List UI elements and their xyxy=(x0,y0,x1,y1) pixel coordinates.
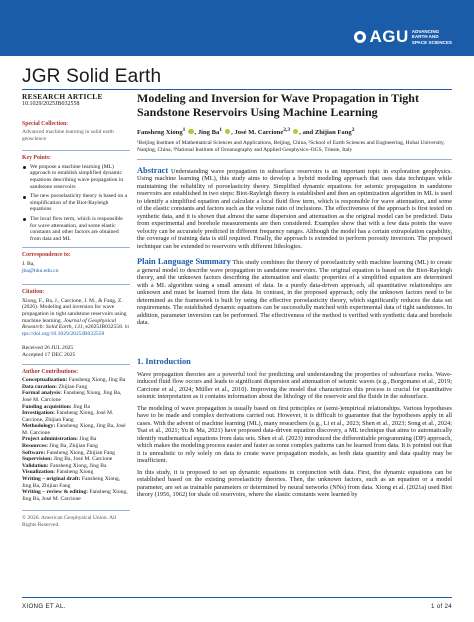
article-type: RESEARCH ARTICLE xyxy=(22,92,103,101)
contribution-item: Conceptualization: Fansheng Xiong, Jing Ba xyxy=(22,377,126,384)
footer-divider xyxy=(22,597,452,598)
citation-block xyxy=(22,298,130,338)
author-contributions-heading: Author Contributions: xyxy=(22,368,79,375)
special-collection-name[interactable]: Advanced machine learning in solid earth geoscience xyxy=(22,129,114,142)
citation-text: Xiong, F., Ba, J., Carcione, J. M., & Fang, Z. (2026). Modeling and inversion for wave propagation in tight sandstone reservoirs using machine learning. xyxy=(22,297,127,324)
citation-heading: Citation: xyxy=(22,289,45,296)
citation-journal: Journal of Geophysical Research: Solid Earth, 131, xyxy=(22,317,116,331)
contribution-item: Validation: Fansheng Xiong, Jing Ba xyxy=(22,462,107,469)
author-contributions-list xyxy=(22,377,130,502)
abstract-divider xyxy=(137,159,452,160)
key-points-heading: Key Points: xyxy=(22,155,51,162)
contribution-item: Visualization: Fansheng Xiong xyxy=(22,469,94,476)
introduction-paragraph: In this study, it is proposed to set up dynamic equations in conjunction with data. First, the dynamic equations can be established based on the existing poroelasticity theories. Then, the unknown factors, such as an equation or a model parameter, are set as trainable parameters or determined by neural networks (NNs) from data. Xiong et al. (2021a) used Biot theory (1956, 1962) for shale oil reservoirs, where the elastic constants were learned by xyxy=(137,468,452,499)
sidebar-divider xyxy=(22,247,130,248)
special-collection-heading: Special Collection: xyxy=(22,120,69,127)
contribution-item: Project administration: Jing Ba xyxy=(22,436,97,443)
contribution-item: Supervision: Jing Ba, José M. Carcione xyxy=(22,456,113,463)
journal-header-band xyxy=(0,0,474,56)
abstract-paragraph xyxy=(137,167,452,251)
article-main xyxy=(137,92,452,499)
copyright-notice: © 2026. American Geophysical Union. All Rights Reserved. xyxy=(22,515,117,528)
key-point: The new poroelasticity theory is based on a simplification of the Biot-Rayleigh equations xyxy=(22,193,130,213)
author-name[interactable]: Jing Ba xyxy=(197,128,220,136)
correspondence-name: J. Ba, xyxy=(22,261,35,267)
contribution-item: Methodology: Fansheng Xiong, Jing Ba, José M. Carcione xyxy=(22,423,126,436)
contribution-item: Data curation: Zhijian Fang xyxy=(22,383,88,390)
sidebar-divider xyxy=(22,150,130,151)
contribution-item: Funding acquisition: Jing Ba xyxy=(22,403,90,410)
introduction-heading: 1. Introduction xyxy=(137,356,191,366)
citation-article-number: e2025JB032558. xyxy=(85,324,124,331)
contribution-item: Investigation: Fansheng Xiong, José M. Carcione, Zhijian Fang xyxy=(22,410,114,423)
key-point: We propose a machine learning (ML) approach to establish simplified dynamic equations describing wave propagation in sandstone reservoirs xyxy=(22,164,130,190)
correspondence-email-link[interactable]: jba@hhu.edu.cn xyxy=(22,267,59,274)
article-title: Modeling and Inversion for Wave Propagation in Tight Sandstone Reservoirs Using Machine Learning xyxy=(137,91,419,119)
plain-language-summary-heading: Plain Language Summary xyxy=(137,257,231,267)
agu-tagline: ADVANCING EARTH AND SPACE SCIENCES xyxy=(411,28,452,45)
author-name[interactable]: José M. Carcione xyxy=(234,128,284,136)
contribution-item: Formal analysis: Fansheng Xiong, Jing Ba, José M. Carcione xyxy=(22,390,122,403)
page-footer xyxy=(22,603,452,610)
contribution-item: Resources: Jing Ba, Zhijian Fang xyxy=(22,443,98,450)
contribution-item: Writing – review & editing: Fansheng Xiong, Jing Ba, José M. Carcione xyxy=(22,489,128,502)
key-point: The local flow term, which is responsible for wave attenuation, and some elastic constants and other factors are obtained from data and ML xyxy=(22,216,130,242)
author-name[interactable]: and Zhijian Fang xyxy=(302,128,352,136)
agu-logo[interactable] xyxy=(354,27,452,47)
orcid-icon[interactable] xyxy=(188,129,194,135)
key-points-list xyxy=(22,164,130,243)
top-divider xyxy=(22,89,452,90)
article-sidebar xyxy=(22,92,130,529)
plain-language-summary-text: This study combines the theory of poroelasticity with machine learning (ML) to create a general model to describe wave propagation in sandstone reservoirs. The original equation is based on the Biot-Rayleigh theory, and the unknown factors describing the attenuation and elastic properties of a simplified equation are determined with a ML algorithm using a small amount of data. In a purely data-driven approach, all quantitative relationships are unknown and must be learned from the data. In contrast, in the proposed approach, only the unknown factors need to be determined as the framework is built by using the effective poroelasticity theory, which significantly reduces the data set requirements. The established dynamic equations can be successfully matched with experimental data of tight sandstones. In addition, parameter inversion can be performed. The effectiveness of the method is verified with synthetic data and borehole data. xyxy=(137,259,452,327)
footer-page-number: 1 of 24 xyxy=(430,603,452,610)
abstract-heading: Abstract xyxy=(137,165,169,175)
introduction-paragraph: Wave propagation theories are a powerful tool for predicting and understanding the properties of subsurface rocks. Wave-induced fluid flow occurs and leads to significant dispersion and attenuation of seismic waves (e.g., Borgomano et al., 2019; Carcione et al., 2024; Müller et al., 2010). Improving the model that characterizes this process is crucial for quantitative seismic interpretation as it contains information about the lithology of the reservoir and the fluids in the subsurface. xyxy=(137,370,452,401)
correspondence-heading: Correspondence to: xyxy=(22,252,71,259)
journal-title: JGR Solid Earth xyxy=(22,66,162,87)
orcid-icon[interactable] xyxy=(293,129,299,135)
footer-authors: XIONG ET AL. xyxy=(22,603,66,610)
author-list: Fansheng Xiong$^1$ , Jing Ba$^1$ , José M. Carcione$^{2,3}$ , and Zhijian Fang$^2$ xyxy=(137,126,355,136)
globe-icon xyxy=(354,31,366,43)
received-date: Received 26 JUL 2025 xyxy=(22,345,74,352)
sidebar-divider xyxy=(22,510,130,511)
agu-wordmark: AGU xyxy=(369,27,409,46)
sidebar-divider xyxy=(22,364,130,365)
abstract-text: Understanding wave propagation in subsurface reservoirs is an important topic in exploration geophysics. Using machine learning (ML), this study aims to develop a hybrid modeling approach that uses data techniques while maintaining the reliability of poroelasticity theory. Simplified dynamic equations for seismic propagation in sandstone reservoirs are established in two steps: Biot-Rayleigh theory is established and then an optimization algorithm in ML is used to identify a simplified equation and calculate a local fluid flow term, which is responsible for wave attenuation, and some of the elastic constants and factors such as the volume ratio of inclusions. The effectiveness of the approach is first tested on synthetic data, and it is shown that almost the same dispersion and attenuation as the original model can be predicted. Data from experimental and borehole measurements are then considered. Examples show that with a few data points the wave velocity can be accurately predicted in different frequency ranges. Although the model has a certain extrapolation capability, the coverage of training data is still required. Finally, the approach is extended to perform porosity inversion. The proposed technique can be extended to reservoirs with different lithologies. xyxy=(137,167,453,250)
sidebar-divider xyxy=(22,284,130,285)
introduction-paragraph: The modeling of wave propagation is usually based on first principles or (semi-)empirical relationships. Various hypotheses have to be made and complex derivations carried out. However, it is difficult to guarantee that the hypotheses apply in all cases. With the advent of machine learning (ML), many researchers (e.g., Li et al., 2023; Shen et al., 2023; Song et al., 2024; Tsai et al., 2021; Yu & Ma, 2021) have proposed data-driven equation discovery, a ML technique that aims to automatically identify mathematical equations from data sets. Shen et al. (2023) introduced the differentiable programming (DP) approach, which makes the modeling process easier and faster as some complex patterns can be learned from data. It is pointed out that it is unrealistic to rely solely on data to create wave propagation models, as both data quantity and data quality may be insufficient. xyxy=(137,404,452,465)
plain-language-summary-paragraph xyxy=(137,258,452,327)
author-name[interactable]: Fansheng Xiong xyxy=(137,128,183,136)
orcid-icon[interactable] xyxy=(225,129,231,135)
accepted-date: Accepted 17 DEC 2025 xyxy=(22,351,76,358)
contribution-item: Writing – original draft: Fansheng Xiong, Jing Ba, Zhijian Fang xyxy=(22,476,121,489)
contribution-item: Software: Fansheng Xiong, Zhijian Fang xyxy=(22,449,115,456)
article-doi[interactable]: 10.1029/2025JB032558 xyxy=(22,101,80,107)
citation-doi-link[interactable]: https://doi.org/10.1029/2025JB032558 xyxy=(22,324,130,337)
author-affiliations: ¹Beijing Institute of Mathematical Sciences and Applications, Beijing, China, ²School of Earth Sciences and Engineering, Hohai University, Nanjing, China, ³National Institute of Oceanography and Applied Geophysics–OGS, Trieste, Italy xyxy=(137,139,445,153)
